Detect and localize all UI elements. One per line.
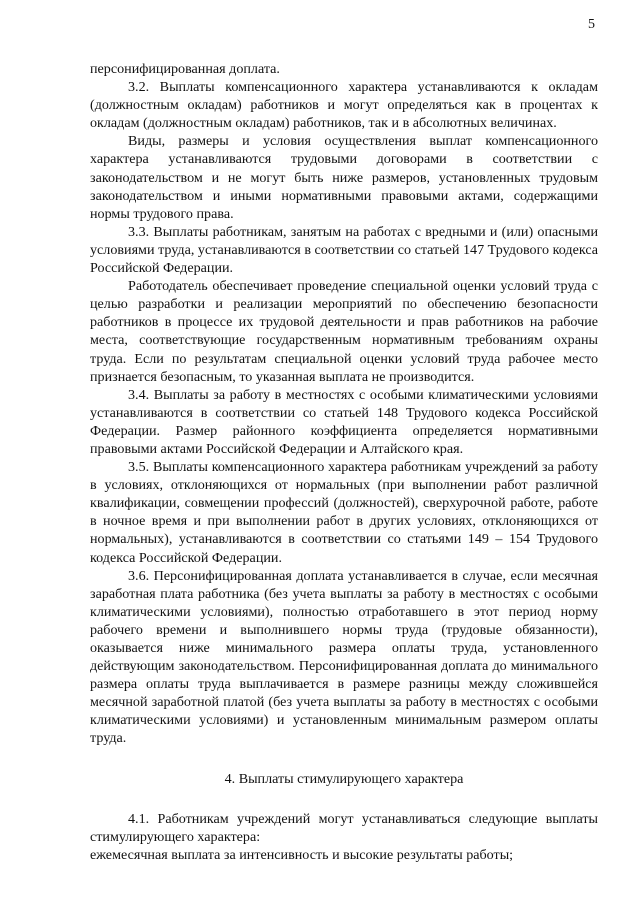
paragraph-4-1: 4.1. Работникам учреждений могут устанавливаться следующие выплаты стимулирующего характера: (90, 810, 598, 845)
paragraph-continuation: персонифицированная доплата. (90, 61, 280, 77)
list-item-monthly-payment: ежемесячная выплата за интенсивность и высокие результаты работы; (90, 846, 514, 863)
paragraph-3-2: 3.2. Выплаты компенсационного характера устанавливаются к окладам (должностным окладам) работников и могут определяться как в процентах к окладам (должностным окладам) работников, так и в абсолютных величинах. (90, 79, 598, 132)
paragraph-3-3: 3.3. Выплаты работникам, занятым на работах с вредными и (или) опасными условиями труда, устанавливаются в соответствии со статьей 147 Трудового кодекса Российской Федерации. (90, 223, 598, 277)
section-heading-4: 4. Выплаты стимулирующего характера (224, 770, 464, 787)
paragraph-3-5: 3.5. Выплаты компенсационного характера работникам учреждений за работу в условиях, отклоняющихся от нормальных (при выполнении работ различной квалификации, совмещении профессий (должностей), сверхурочной работе, работе в ночное время и при выполнении работ в других условиях, отклоняющихся от нормальных), устанавливаются в соответствии со статьями 149 – 154 Трудового кодекса Российской Федерации. (90, 459, 598, 566)
paragraph-employer-assessment: Работодатель обеспечивает проведение специальной оценки условий труда с целью разработки и реализации мероприятий по обеспечению безопасности работников в процессе их трудовой деятельности и прав работников на рабочие места, соответствующие государственным нормативным требованиям охраны труда. Если по результатам специальной оценки условий труда рабочее место признается безопасным, то указанная выплата не производится. (90, 278, 598, 385)
paragraph-3-4: 3.4. Выплаты за работу в местностях с особыми климатическими условиями устанавливаются в соответствии со статьей 148 Трудового кодекса Российской Федерации. Размер районного коэффициента определяется нормативными правовыми актами Российской Федерации и Алтайского края. (90, 386, 598, 457)
page-number: 5 (588, 17, 595, 32)
paragraph-types-of-compensation: Виды, размеры и условия осуществления выплат компенсационного характера устанавливаются трудовыми договорами в соответствии с законодательством и не могут быть ниже размеров, установленных трудовым законодательством и иными нормативными правовыми актами, содержащими нормы трудового права. (90, 133, 598, 222)
paragraph-3-6: 3.6. Персонифицированная доплата устанавливается в случае, если месячная заработная плата работника (без учета выплаты за работу в местностях с особыми климатическими условиями), полностью отработавшего в этот период норму рабочего времени и выполнившего нормы труда (трудовые обязанности), оказывается ниже минимального размера оплаты труда, установленного действующим законодательством. Персонифицированная доплата до минимального размера оплаты труда выплачивается в размере разницы между сложившейся месячной заработной платой (без учета выплаты за работу в местностях с особыми климатическими условиями) и установленным минимальным размером оплаты труда. (90, 567, 598, 747)
document-body (90, 60, 598, 864)
